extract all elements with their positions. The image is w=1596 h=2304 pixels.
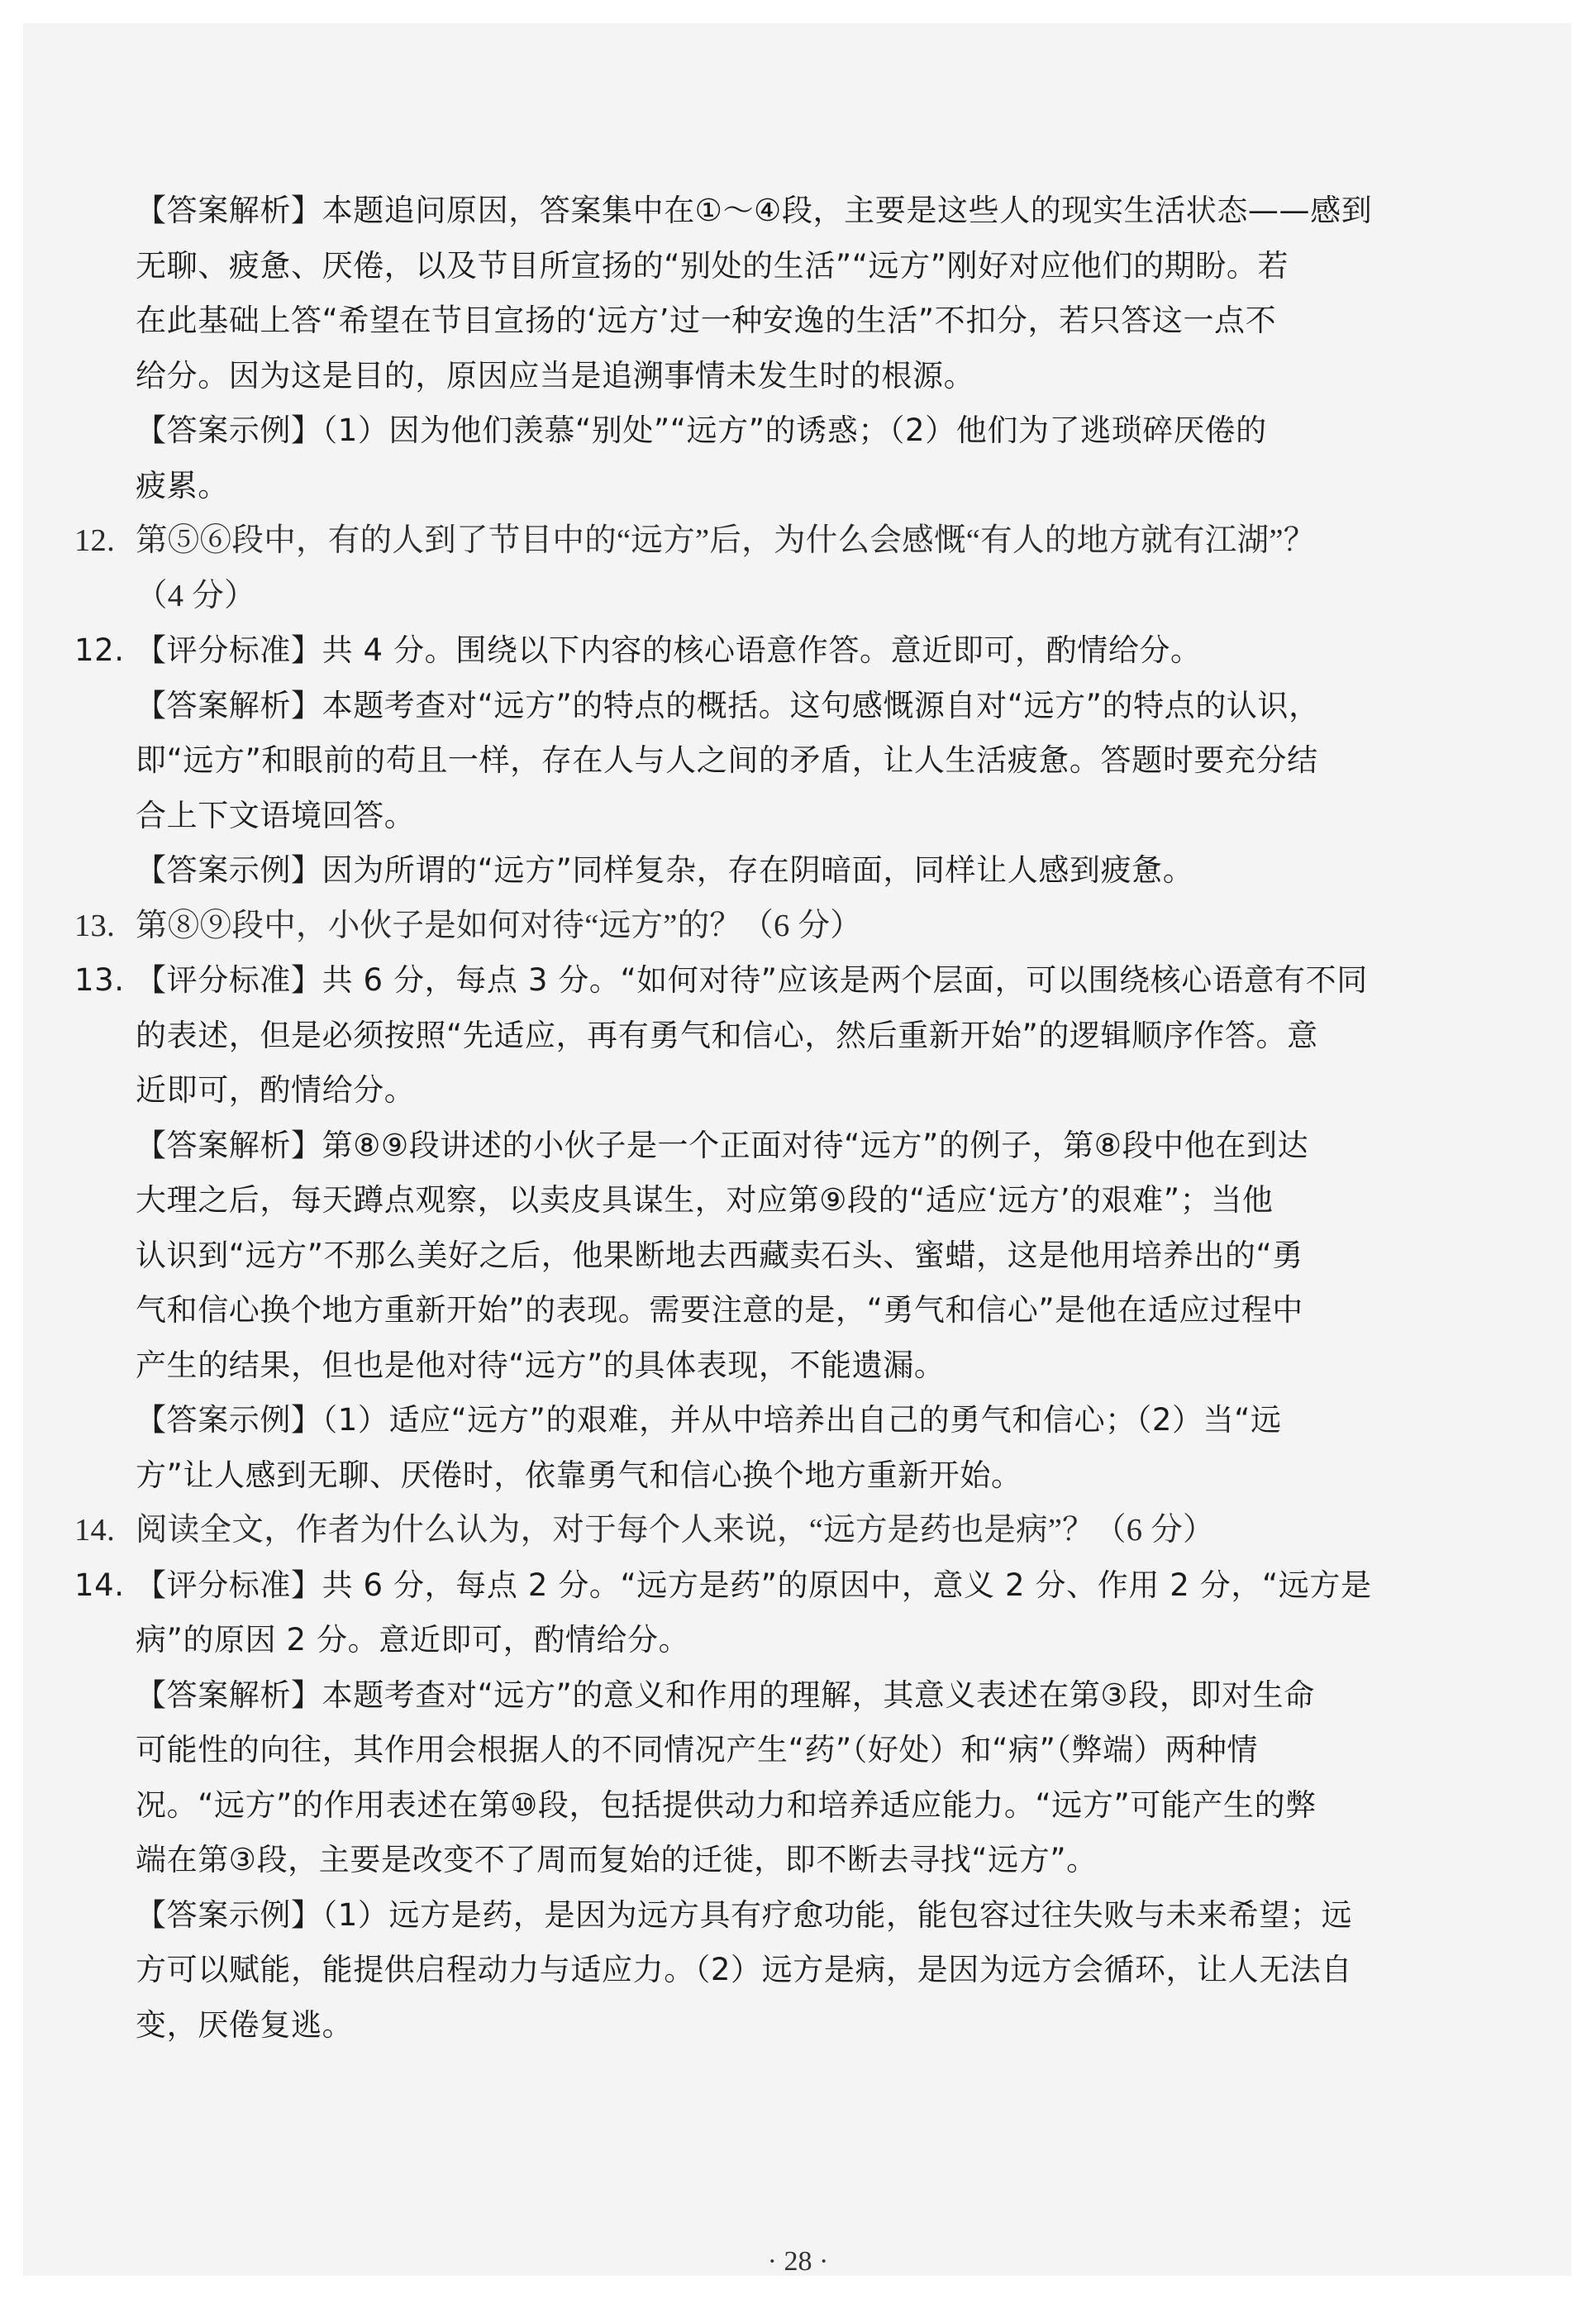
- scoring-criteria-12: [74, 623, 1479, 679]
- text-line: 方”让人感到无聊、厌倦时，依靠勇气和信心换个地方重新开始。: [136, 1457, 1022, 1493]
- text-line: 第⑤⑥段中，有的人到了节目中的“远方”后，为什么会感慨“有人的地方就有江湖”？: [136, 523, 1316, 558]
- text-line: 即“远方”和眼前的苟且一样，存在人与人之间的矛盾，让人生活疲惫。答题时要充分结: [136, 742, 1318, 778]
- text-line: 【评分标准】共 4 分。围绕以下内容的核心语意作答。意近即可，酌情给分。: [136, 632, 1202, 668]
- text-line: （4 分）: [136, 578, 256, 613]
- answer-analysis-11: [74, 184, 1479, 403]
- text-line: 大理之后，每天蹲点观察，以卖皮具谋生，对应第⑨段的“适应‘远方’的艰难”；当他: [136, 1182, 1274, 1218]
- text-line: 端在第③段，主要是改变不了周而复始的迁徙，即不断去寻找“远方”。: [136, 1842, 1098, 1877]
- text-line: 方可以赋能，能提供启程动力与适应力。（2）远方是病，是因为远方会循环，让人无法自: [136, 1952, 1353, 1987]
- text-line: 可能性的向往，其作用会根据人的不同情况产生“药”（好处）和“病”（弊端）两种情: [136, 1732, 1259, 1767]
- text-line: 【评分标准】共 6 分，每点 3 分。“如何对待”应该是两个层面，可以围绕核心语意有不同: [136, 962, 1368, 998]
- text-line: 在此基础上答“希望在节目宣扬的‘远方’过一种安逸的生活”不扣分，若只答这一点不: [136, 303, 1277, 338]
- question-12: [74, 513, 1479, 623]
- text-line: 况。“远方”的作用表述在第⑩段，包括提供动力和培养适应能力。“远方”可能产生的弊: [136, 1786, 1317, 1823]
- text-line: 近即可，酌情给分。: [136, 1072, 416, 1108]
- answer-key-content: [74, 184, 1479, 2053]
- text-line: 【评分标准】共 6 分，每点 2 分。“远方是药”的原因中，意义 2 分、作用 2 分，“远方是: [136, 1567, 1372, 1603]
- answer-example-14: [74, 1888, 1479, 2054]
- text-line: 的表述，但是必须按照“先适应，再有勇气和信心，然后重新开始”的逻辑顺序作答。意: [136, 1017, 1318, 1053]
- text-line: 合上下文语境回答。: [136, 797, 416, 833]
- text-line: 【答案示例】（1）远方是药，是因为远方具有疗愈功能，能包容过往失败与未来希望；远: [136, 1896, 1353, 1933]
- text-line: 【答案解析】本题考查对“远方”的特点的概括。这句感慨源自对“远方”的特点的认识，: [136, 687, 1320, 723]
- text-line: 疲累。: [136, 467, 229, 503]
- scoring-criteria-13: [74, 953, 1479, 1119]
- page-number: · 28 ·: [767, 2246, 829, 2277]
- question-number: 12.: [74, 632, 125, 668]
- text-line: 变，厌倦复逃。: [136, 2006, 354, 2043]
- text-line: 气和信心换个地方重新开始”的表现。需要注意的是，“勇气和信心”是他在适应过程中: [136, 1292, 1303, 1328]
- text-line: 【答案解析】第⑧⑨段讲述的小伙子是一个正面对待“远方”的例子，第⑧段中他在到达: [136, 1127, 1309, 1163]
- question-number: 13.: [74, 962, 125, 998]
- text-line: 【答案解析】本题考查对“远方”的意义和作用的理解，其意义表述在第③段，即对生命: [136, 1677, 1315, 1713]
- text-line: 【答案示例】（1）适应“远方”的艰难，并从中培养出自己的勇气和信心；（2）当“远: [136, 1402, 1282, 1438]
- scoring-criteria-14: [74, 1558, 1479, 1668]
- question-14: [74, 1503, 1479, 1558]
- answer-example-11: [74, 403, 1479, 513]
- text-line: 认识到“远方”不那么美好之后，他果断地去西藏卖石头、蜜蜡，这是他用培养出的“勇: [136, 1237, 1303, 1273]
- text-line: 【答案示例】因为所谓的“远方”同样复杂，存在阴暗面，同样让人感到疲惫。: [136, 852, 1194, 888]
- question-number: 12.: [74, 523, 116, 558]
- text-line: 【答案示例】（1）因为他们羡慕“别处”“远方”的诱惑；（2）他们为了逃琐碎厌倦的: [136, 413, 1267, 448]
- question-13: [74, 899, 1479, 954]
- answer-analysis-14: [74, 1668, 1479, 1888]
- text-line: 无聊、疲惫、厌倦，以及节目所宣扬的“别处的生活”“远方”刚好对应他们的期盼。若: [136, 247, 1289, 284]
- text-line: 给分。因为这是目的，原因应当是追溯事情未发生时的根源。: [136, 357, 975, 394]
- answer-example-13: [74, 1393, 1479, 1503]
- question-number: 13.: [74, 908, 116, 943]
- text-line: 第⑧⑨段中，小伙子是如何对待“远方”的？（6 分）: [136, 908, 863, 943]
- question-number: 14.: [74, 1513, 116, 1548]
- answer-example-12: [74, 843, 1479, 899]
- text-line: 【答案解析】本题追问原因，答案集中在①～④段，主要是这些人的现实生活状态——感到: [136, 193, 1373, 228]
- answer-analysis-12: [74, 679, 1479, 844]
- question-number: 14.: [74, 1567, 125, 1603]
- text-line: 病”的原因 2 分。意近即可，酌情给分。: [136, 1622, 690, 1658]
- text-line: 产生的结果，但也是他对待“远方”的具体表现，不能遗漏。: [136, 1347, 946, 1383]
- answer-analysis-13: [74, 1119, 1479, 1394]
- text-line: 阅读全文，作者为什么认为，对于每个人来说，“远方是药也是病”？（6 分）: [136, 1513, 1215, 1548]
